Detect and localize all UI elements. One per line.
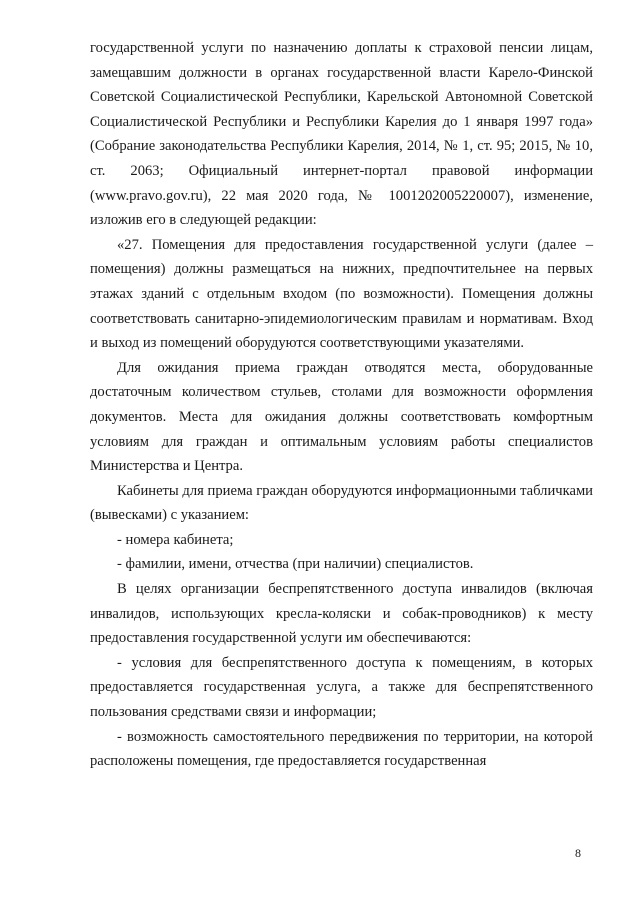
list-item-cabinet-number: - номера кабинета;: [117, 531, 234, 548]
paragraph-cabinets: Кабинеты для приема граждан оборудуются информационными табличками (вывесками) с указанием:: [90, 482, 593, 524]
paragraph-accessibility: В целях организации беспрепятственного доступа инвалидов (включая инвалидов, использующих кресла-коляски и собак-проводников) к месту предоставления государственной услуги им обеспечиваются:: [90, 581, 593, 647]
list-item-specialist-names: - фамилии, имени, отчества (при наличии) специалистов.: [117, 556, 474, 573]
list-item-access-conditions: - условия для беспрепятственного доступа к помещениям, в которых предоставляется государственная услуга, а также для беспрепятственного пользования средствами связи и информации;: [90, 654, 593, 721]
paragraph-continuation: государственной услуги по назначению доплаты к страховой пенсии лицам, замещавшим должности в органах государственной власти Карело-Финской Советской Социалистической Республики, Карельской Автономной Советской Социалистической Республики и Республики Карелия до 1 января 1997 года» (Собрание законодательства Республики Карелия, 2014, № 1, ст. 95; 2015, № 10, ст. 2063; Официальный интернет-портал правовой информации (www.pravo.gov.ru), 22 мая 2020 года, № 1001202005220007), изменение, изложив его в следующей редакции:: [90, 40, 593, 229]
list-item-movement: - возможность самостоятельного передвижения по территории, на которой расположены помещения, где предоставляется государственная: [90, 728, 593, 770]
paragraph-item-27: «27. Помещения для предоставления государственной услуги (далее – помещения) должны размещаться на нижних, предпочтительнее на первых этажах зданий с отдельным входом (по возможности). Помещения должны соответствовать санитарно-эпидемиологическим правилам и нормативам. Вход и выход из помещений оборудуются соответствующими указателями.: [90, 236, 593, 352]
paragraph-waiting-areas: Для ожидания приема граждан отводятся места, оборудованные достаточным количеством стульев, столами для возможности оформления документов. Места для ожидания должны соответствовать комфортным условиям для граждан и оптимальным условиям работы специалистов Министерства и Центра.: [90, 359, 593, 475]
page-number: 8: [575, 846, 581, 860]
document-body: [90, 36, 593, 774]
